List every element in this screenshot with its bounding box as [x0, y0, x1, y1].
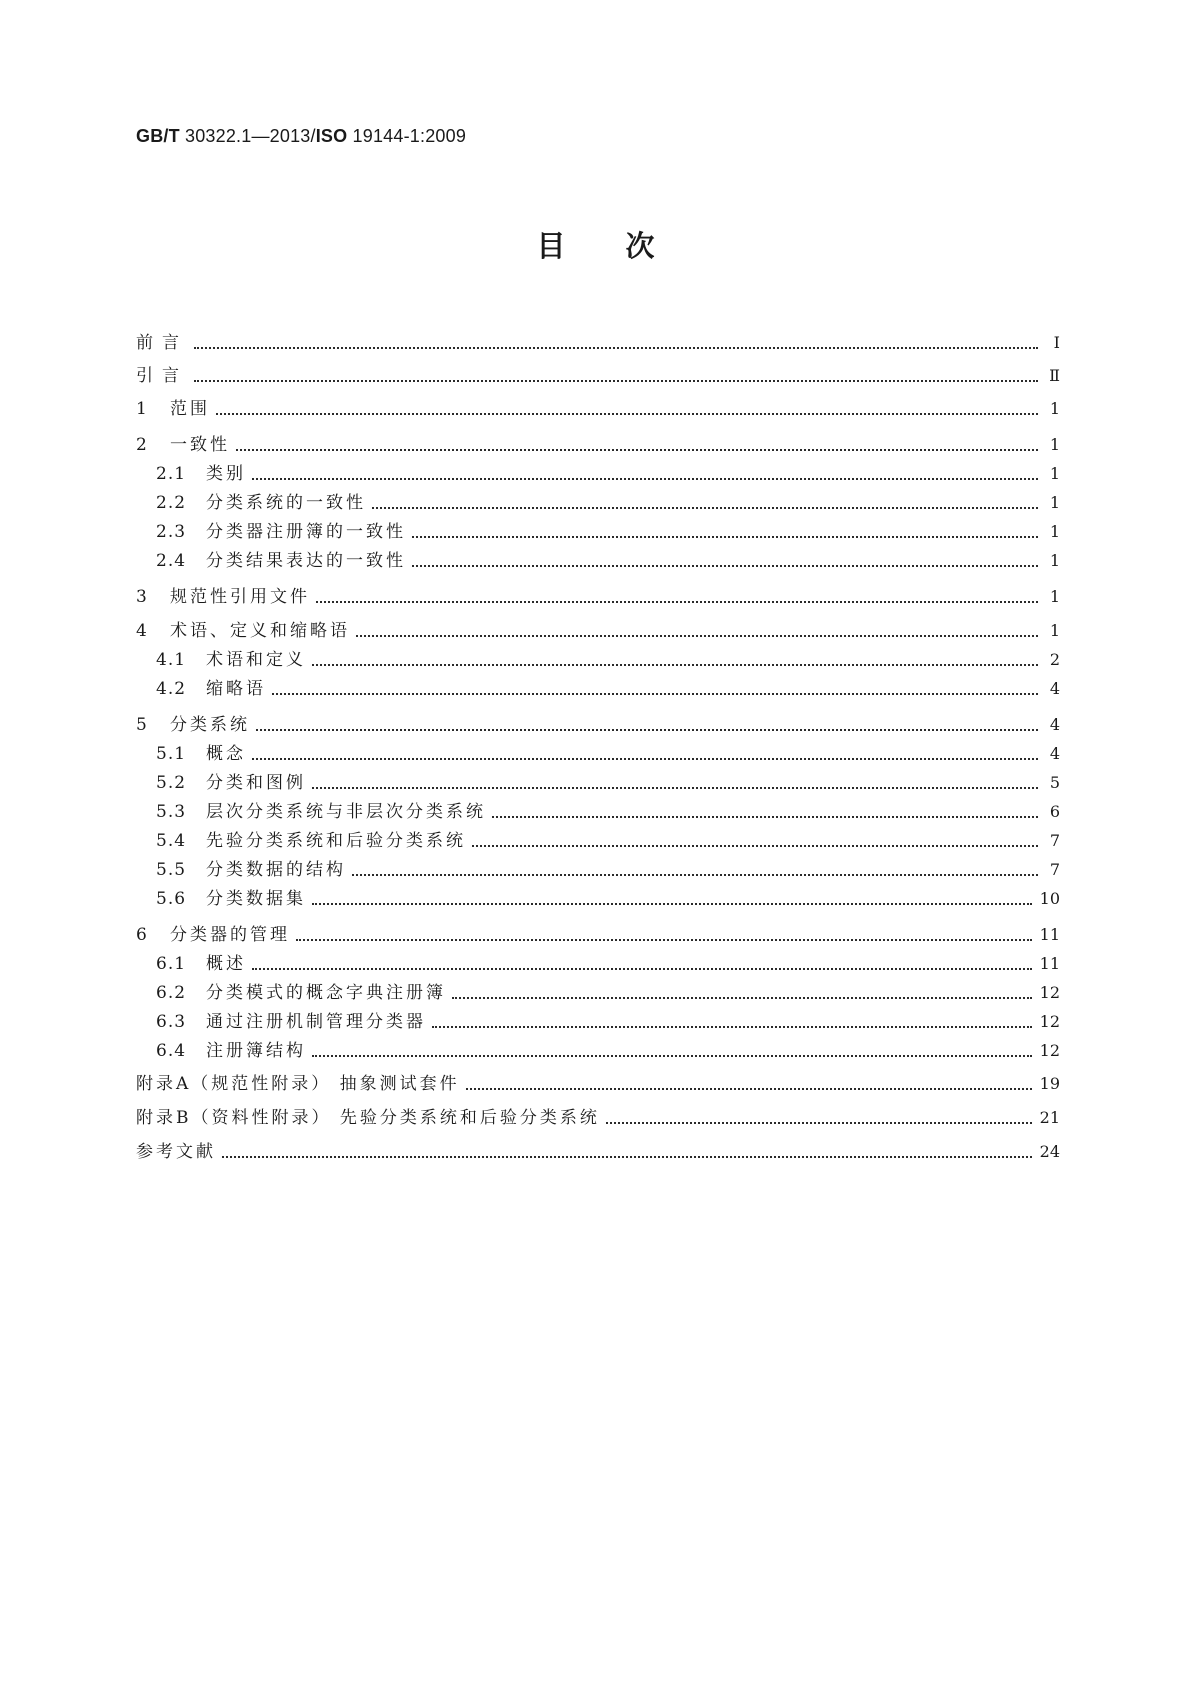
- toc-dot-leader: [222, 1155, 1032, 1158]
- toc-entry-number: 2.1: [156, 464, 187, 484]
- std-prefix: GB/T: [136, 126, 180, 146]
- toc-entry-label: 分类系统: [170, 715, 250, 735]
- toc-entry-page-number: 4: [1049, 679, 1060, 698]
- toc-entry-number: 5.5: [156, 860, 187, 880]
- toc-entry-page-number: 1: [1049, 522, 1060, 541]
- toc-entry-page-number: 1: [1049, 464, 1060, 483]
- toc-dot-leader: [606, 1121, 1032, 1124]
- toc-entry-number: 6.3: [156, 1012, 187, 1032]
- toc-entry-number: 5.1: [156, 744, 187, 764]
- toc-entry-page-number: 4: [1049, 744, 1060, 763]
- toc-entry-page-number: 11: [1039, 954, 1060, 973]
- toc-entry[interactable]: [156, 826, 1060, 852]
- toc-entry-label: 参考文献: [136, 1142, 216, 1162]
- toc-entry-number: 5.3: [156, 802, 187, 822]
- toc-dot-leader: [356, 634, 1038, 637]
- toc-entry-label: 分类数据的结构: [206, 860, 346, 880]
- toc-dot-leader: [296, 938, 1032, 941]
- toc-dot-leader: [412, 535, 1038, 538]
- toc-entry-number: 2: [136, 435, 148, 455]
- toc-dot-leader: [252, 757, 1038, 760]
- toc-entry[interactable]: [156, 884, 1060, 910]
- toc-entry[interactable]: [136, 1137, 1060, 1163]
- toc-entry[interactable]: [156, 978, 1060, 1004]
- toc-dot-leader: [252, 967, 1032, 970]
- toc-entry-page-number: 12: [1039, 983, 1060, 1002]
- toc-entry-label: 类别: [206, 464, 246, 484]
- toc-entry-page-number: 1: [1049, 399, 1060, 418]
- toc-entry-page-number: 2: [1049, 650, 1060, 669]
- toc-dot-leader: [312, 786, 1038, 789]
- toc-entry-number: 3: [136, 587, 148, 607]
- toc-entry-label: 通过注册机制管理分类器: [206, 1012, 426, 1032]
- toc-entry-number: 2.4: [156, 551, 187, 571]
- toc-entry[interactable]: [136, 328, 1060, 354]
- std-number: 30322.1—2013/: [185, 126, 316, 146]
- toc-entry-page-number: 1: [1049, 493, 1060, 512]
- toc-dot-leader: [312, 1054, 1032, 1057]
- toc-dot-leader: [256, 728, 1038, 731]
- toc-dot-leader: [216, 412, 1038, 415]
- toc-entry[interactable]: [136, 920, 1060, 946]
- toc-entry-number: 6.1: [156, 954, 187, 974]
- toc-entry-page-number: 21: [1039, 1108, 1060, 1127]
- toc-entry-page-number: 4: [1049, 715, 1060, 734]
- toc-entry-label: 引言: [136, 366, 188, 386]
- toc-entry-label: 分类器注册簿的一致性: [206, 522, 406, 542]
- toc-entry-label: 概述: [206, 954, 246, 974]
- toc-entry-number: 4.2: [156, 679, 187, 699]
- toc-entry-label: 附录A（规范性附录） 抽象测试套件: [136, 1074, 460, 1094]
- toc-entry[interactable]: [136, 394, 1060, 420]
- toc-dot-leader: [194, 346, 1038, 349]
- toc-dot-leader: [252, 477, 1038, 480]
- document-identifier: [136, 126, 466, 147]
- toc-dot-leader: [194, 379, 1038, 382]
- toc-dot-leader: [452, 996, 1032, 999]
- toc-entry-page-number: 10: [1039, 889, 1060, 908]
- toc-entry[interactable]: [136, 1103, 1060, 1129]
- toc-entry-page-number: 1: [1049, 621, 1060, 640]
- toc-entry-number: 4: [136, 621, 148, 641]
- toc-entry[interactable]: [156, 1007, 1060, 1033]
- toc-entry-label: 规范性引用文件: [170, 587, 310, 607]
- toc-entry-page-number: 12: [1039, 1041, 1060, 1060]
- toc-entry-page-number: 24: [1039, 1142, 1060, 1161]
- toc-dot-leader: [312, 663, 1038, 666]
- toc-entry-label: 附录B（资料性附录） 先验分类系统和后验分类系统: [136, 1108, 600, 1128]
- toc-entry-number: 6.4: [156, 1041, 187, 1061]
- toc-entry[interactable]: [156, 674, 1060, 700]
- toc-entry[interactable]: [156, 1036, 1060, 1062]
- toc-entry-label: 缩略语: [206, 679, 266, 699]
- toc-entry-page-number: 19: [1039, 1074, 1060, 1093]
- toc-entry[interactable]: [156, 949, 1060, 975]
- toc-entry-number: 1: [136, 399, 148, 419]
- toc-entry-page-number: 5: [1049, 773, 1060, 792]
- toc-entry-label: 分类结果表达的一致性: [206, 551, 406, 571]
- iso-prefix: ISO: [315, 126, 348, 146]
- toc-entry[interactable]: [156, 768, 1060, 794]
- toc-dot-leader: [272, 692, 1038, 695]
- toc-entry[interactable]: [136, 582, 1060, 608]
- toc-dot-leader: [466, 1087, 1032, 1090]
- toc-dot-leader: [236, 448, 1038, 451]
- toc-entry-page-number: 12: [1039, 1012, 1060, 1031]
- toc-entry-page-number: 11: [1039, 925, 1060, 944]
- toc-dot-leader: [312, 902, 1032, 905]
- toc-entry-label: 术语、定义和缩略语: [170, 621, 350, 641]
- toc-entry-label: 范围: [170, 399, 210, 419]
- toc-entry-number: 6.2: [156, 983, 187, 1003]
- toc-dot-leader: [352, 873, 1038, 876]
- toc-entry[interactable]: [156, 645, 1060, 671]
- toc-entry[interactable]: [156, 855, 1060, 881]
- toc-entry-page-number: 7: [1049, 860, 1060, 879]
- toc-entry-label: 注册簿结构: [206, 1041, 306, 1061]
- toc-entry[interactable]: [156, 459, 1060, 485]
- toc-entry-label: 分类数据集: [206, 889, 306, 909]
- toc-entry-label: 术语和定义: [206, 650, 306, 670]
- toc-entry-number: 5.4: [156, 831, 187, 851]
- toc-entry-label: 层次分类系统与非层次分类系统: [206, 802, 486, 822]
- toc-entry[interactable]: [136, 361, 1060, 387]
- toc-entry-number: 6: [136, 925, 148, 945]
- toc-entry-label: 分类器的管理: [170, 925, 290, 945]
- toc-entry[interactable]: [136, 1069, 1060, 1095]
- toc-entry-page-number: 6: [1049, 802, 1060, 821]
- toc-dot-leader: [432, 1025, 1032, 1028]
- toc-entry[interactable]: [156, 488, 1060, 514]
- toc-entry-number: 5.6: [156, 889, 187, 909]
- toc-entry[interactable]: [156, 739, 1060, 765]
- toc-entry-label: 先验分类系统和后验分类系统: [206, 831, 466, 851]
- toc-entry-page-number: 1: [1049, 587, 1060, 606]
- page-title: 目次: [536, 229, 715, 263]
- toc-dot-leader: [372, 506, 1038, 509]
- toc-dot-leader: [412, 564, 1038, 567]
- toc-entry[interactable]: [156, 546, 1060, 572]
- toc-entry-label: 前言: [136, 333, 188, 353]
- toc-entry-label: 概念: [206, 744, 246, 764]
- toc-entry-number: 5.2: [156, 773, 187, 793]
- toc-entry-page-number: Ⅰ: [1053, 333, 1060, 352]
- toc-entry-page-number: 7: [1049, 831, 1060, 850]
- toc-entry[interactable]: [156, 517, 1060, 543]
- iso-number: 19144-1:2009: [352, 126, 467, 146]
- toc-entry[interactable]: [136, 616, 1060, 642]
- toc-entry-page-number: Ⅱ: [1049, 366, 1060, 385]
- toc-entry-label: 分类模式的概念字典注册簿: [206, 983, 446, 1003]
- toc-entry-number: 2.2: [156, 493, 187, 513]
- toc-entry-number: 5: [136, 715, 148, 735]
- toc-dot-leader: [316, 600, 1038, 603]
- toc-entry-page-number: 1: [1049, 551, 1060, 570]
- toc-entry-page-number: 1: [1049, 435, 1060, 454]
- toc-entry-number: 2.3: [156, 522, 187, 542]
- toc-entry-label: 一致性: [170, 435, 230, 455]
- toc-entry[interactable]: [156, 797, 1060, 823]
- toc-entry[interactable]: [136, 430, 1060, 456]
- toc-dot-leader: [492, 815, 1038, 818]
- toc-entry-number: 4.1: [156, 650, 187, 670]
- toc-entry[interactable]: [136, 710, 1060, 736]
- toc-dot-leader: [472, 844, 1038, 847]
- toc-entry-label: 分类和图例: [206, 773, 306, 793]
- toc-entry-label: 分类系统的一致性: [206, 493, 366, 513]
